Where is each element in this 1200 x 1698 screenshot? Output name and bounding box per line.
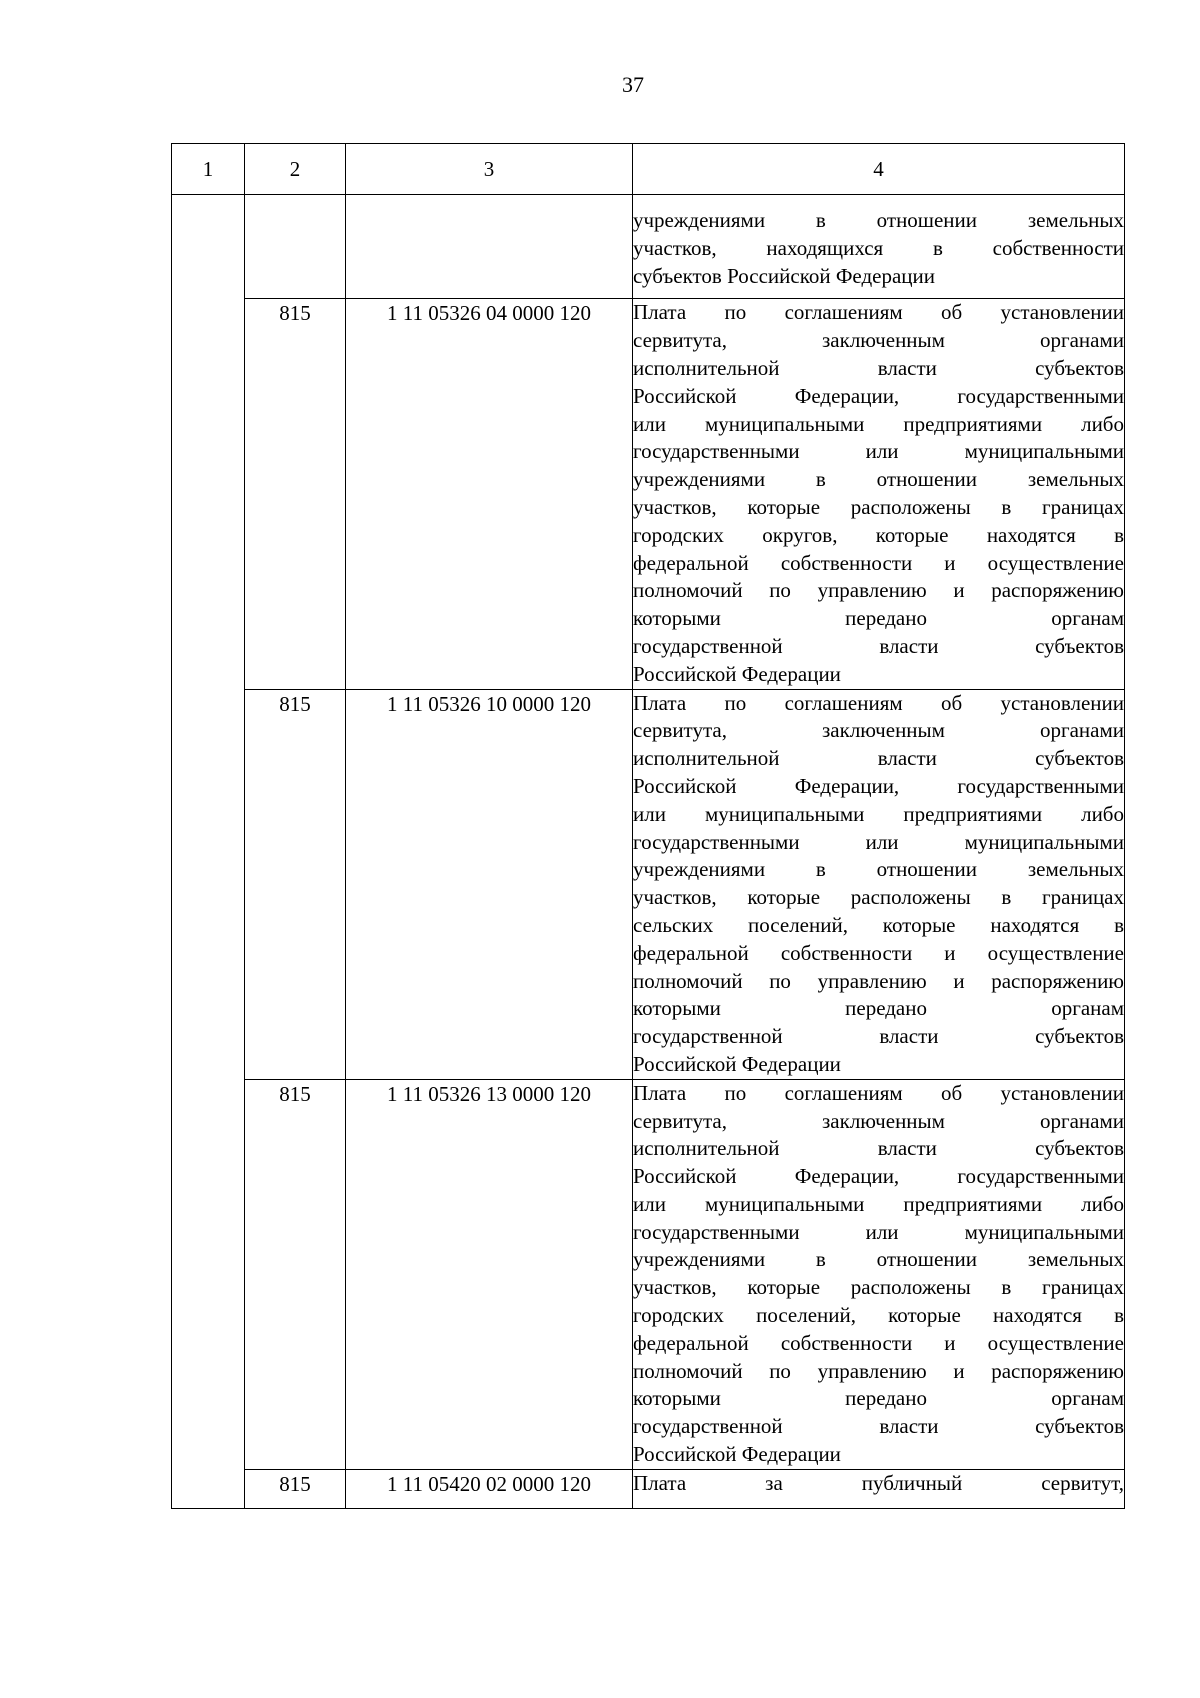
description-line: или муниципальными предприятиями либо: [633, 411, 1124, 436]
description-line: или муниципальными предприятиями либо: [633, 1191, 1124, 1216]
description-line: исполнительной власти субъектов: [633, 355, 1124, 380]
description-line: государственной власти субъектов: [633, 1414, 1124, 1439]
revenue-code-cell: 1 11 05326 13 0000 120: [346, 1079, 633, 1469]
description-cell: [633, 1079, 1125, 1469]
description-line: или муниципальными предприятиями либо: [633, 801, 1124, 826]
description-line: Плата за публичный сервитут,: [633, 1470, 1124, 1495]
description-cell: [633, 689, 1125, 1079]
description-line: сервитута, заключенным органами: [633, 718, 1124, 743]
description-line: государственной власти субъектов: [633, 1024, 1124, 1049]
description-line: полномочий по управлению и распоряжению: [633, 968, 1124, 993]
table-body: [172, 195, 1125, 1509]
description-line: исполнительной власти субъектов: [633, 746, 1124, 771]
description-line: городских поселений, которые находятся в: [633, 1303, 1124, 1328]
description-line: которыми передано органам: [633, 1386, 1124, 1411]
description-line: Российской Федерации: [633, 1051, 841, 1076]
group-cell-empty: [172, 195, 245, 1509]
column-header-4: 4: [633, 144, 1125, 195]
description-line: учреждениями в отношении земельных: [633, 857, 1124, 882]
description-line: Российской Федерации: [633, 661, 841, 686]
admin-code-cell: 815: [245, 1079, 346, 1469]
description-line: Российской Федерации, государственными: [633, 1164, 1124, 1189]
description-line: учреждениями в отношении земельных: [633, 467, 1124, 492]
description-line: федеральной собственности и осуществление: [633, 1330, 1124, 1355]
description-line: участков, которые расположены в границах: [633, 885, 1124, 910]
description-line: сервитута, заключенным органами: [633, 1108, 1124, 1133]
description-line: федеральной собственности и осуществление: [633, 550, 1124, 575]
table-header-row: [172, 144, 1125, 195]
description-line: государственными или муниципальными: [633, 439, 1124, 464]
description-line: учреждениями в отношении земельных: [633, 1247, 1124, 1272]
description-line: полномочий по управлению и распоряжению: [633, 578, 1124, 603]
column-header-2: 2: [245, 144, 346, 195]
description-line: участков, которые расположены в границах: [633, 494, 1124, 519]
description-line: субъектов Российской Федерации: [633, 263, 936, 288]
description-line: городских округов, которые находятся в: [633, 522, 1124, 547]
description-line: которыми передано органам: [633, 996, 1124, 1021]
revenue-code-cell: 1 11 05420 02 0000 120: [346, 1469, 633, 1508]
description-cell: [633, 299, 1125, 689]
description-line: Российской Федерации: [633, 1442, 841, 1467]
revenue-code-cell: [346, 195, 633, 299]
description-line: участков, находящихся в собственности: [633, 235, 1124, 260]
description-line: федеральной собственности и осуществление: [633, 940, 1124, 965]
description-line: Плата по соглашениям об установлении: [633, 1080, 1124, 1105]
description-line: Плата по соглашениям об установлении: [633, 300, 1124, 325]
table-row: [172, 1469, 1125, 1508]
description-line: которыми передано органам: [633, 606, 1124, 631]
revenue-codes-table: [171, 143, 1125, 1509]
admin-code-cell: 815: [245, 1469, 346, 1508]
description-line: исполнительной власти субъектов: [633, 1136, 1124, 1161]
column-header-3: 3: [346, 144, 633, 195]
description-line: государственными или муниципальными: [633, 829, 1124, 854]
revenue-code-cell: 1 11 05326 10 0000 120: [346, 689, 633, 1079]
description-line: государственными или муниципальными: [633, 1219, 1124, 1244]
description-line: Плата по соглашениям об установлении: [633, 690, 1124, 715]
description-line: сервитута, заключенным органами: [633, 328, 1124, 353]
admin-code-cell: [245, 195, 346, 299]
description-line: полномочий по управлению и распоряжению: [633, 1358, 1124, 1383]
admin-code-cell: 815: [245, 299, 346, 689]
description-line: сельских поселений, которые находятся в: [633, 912, 1124, 937]
revenue-code-cell: 1 11 05326 04 0000 120: [346, 299, 633, 689]
table-row: [172, 299, 1125, 689]
description-line: государственной власти субъектов: [633, 633, 1124, 658]
description-cell: [633, 195, 1125, 299]
admin-code-cell: 815: [245, 689, 346, 1079]
description-cell: [633, 1469, 1125, 1508]
page-number: 37: [622, 72, 644, 97]
table-row: [172, 689, 1125, 1079]
description-line: участков, которые расположены в границах: [633, 1275, 1124, 1300]
table-row: [172, 1079, 1125, 1469]
description-line: Российской Федерации, государственными: [633, 383, 1124, 408]
description-line: учреждениями в отношении земельных: [633, 208, 1124, 232]
table-row: [172, 195, 1125, 299]
column-header-1: 1: [172, 144, 245, 195]
description-line: Российской Федерации, государственными: [633, 773, 1124, 798]
